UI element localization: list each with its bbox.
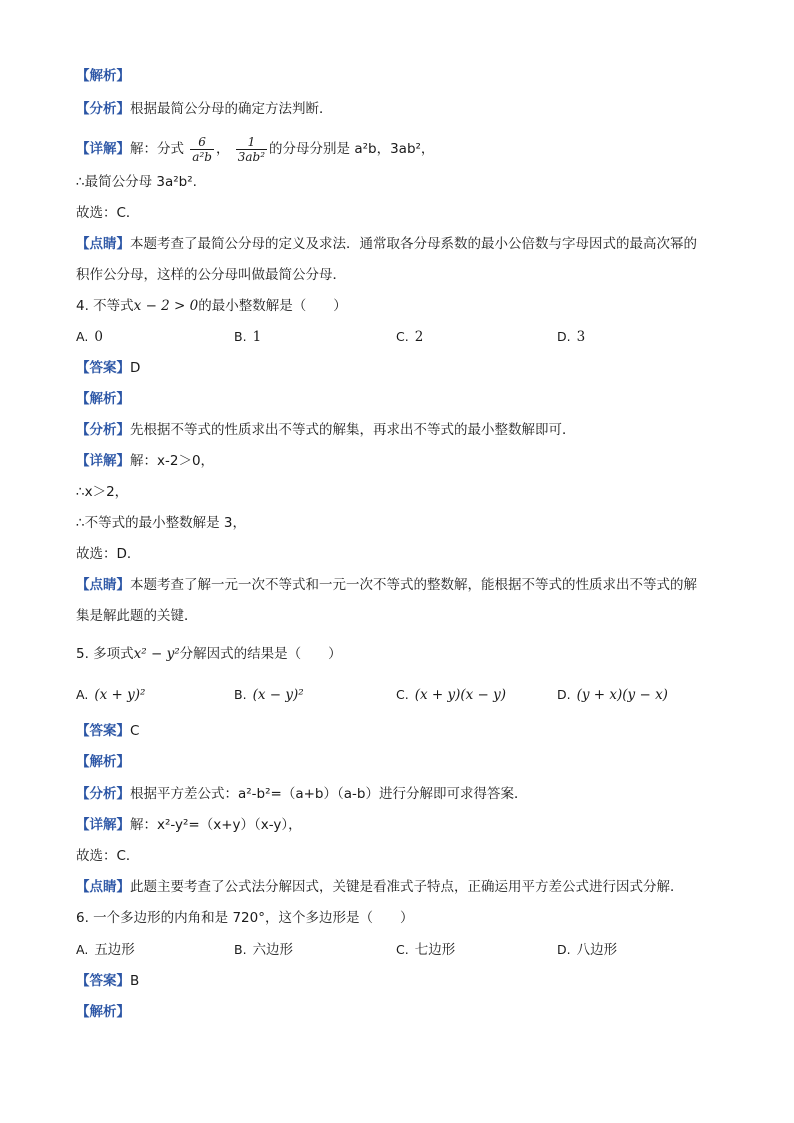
- q5-solution-text: 解：x²-y²=（x+y）（x-y），: [130, 817, 302, 833]
- q4-stem-post: 的最小整数解是（ ）: [198, 298, 347, 314]
- q4-stem-math: x − 2 > 0: [133, 298, 199, 314]
- q6-option-d-text: 八边形: [576, 942, 618, 958]
- q4-stem-pre: 4. 不等式: [76, 298, 134, 314]
- q4-option-c-text: 2: [414, 329, 424, 345]
- q6-jiexi-heading: 【解析】: [76, 1004, 130, 1020]
- q3-comment-line-1: [76, 234, 697, 254]
- q4-option-b-text: 1: [252, 329, 262, 345]
- q5-choice: 故选：C．: [76, 848, 140, 864]
- q6-answer: [76, 971, 139, 991]
- q5-answer-value: C: [130, 723, 140, 739]
- q4-answer-value: D: [130, 360, 141, 376]
- q4-solution-tag: 【详解】: [76, 453, 130, 469]
- q4-option-d[interactable]: [557, 327, 585, 347]
- q4-comment-text-1: 本题考查了解一元一次不等式和一元一次不等式的整数解，能根据不等式的性质求出不等式的解: [130, 577, 697, 593]
- q5-option-c-text: (x + y)(x − y): [414, 687, 507, 703]
- q4-solution: [76, 451, 214, 471]
- q3-solution: 【详解】解：分式 $\frac{6}{\text{a²b}}$ ， $\frac{1}{\text{3ab²}}$ 的分母分别是 a²b，3ab²，: [76, 134, 435, 164]
- q3-jiexi-heading: 【解析】: [76, 68, 130, 84]
- q5-option-a[interactable]: [76, 685, 145, 705]
- q6-option-a-text: 五边形: [94, 942, 135, 958]
- q3-choice: 故选：C．: [76, 205, 140, 221]
- q4-option-a-text: 0: [94, 329, 103, 345]
- q3-comment-line-2: 积作公分母，这样的公分母叫做最简公分母．: [76, 267, 346, 283]
- q5-stem: [76, 644, 342, 664]
- q3-fraction-2: [236, 135, 267, 164]
- q5-option-a-label: A.: [76, 687, 89, 702]
- q5-option-d[interactable]: [557, 685, 668, 705]
- q4-option-b[interactable]: [234, 327, 261, 347]
- q6-option-b[interactable]: [234, 940, 293, 960]
- q3-analysis-tag: 【分析】: [76, 101, 130, 117]
- q4-solution-text: 解：x-2＞0，: [130, 453, 215, 469]
- q4-choice: 故选：D．: [76, 546, 141, 562]
- q5-analysis-text: 根据平方差公式：a²-b²=（a+b）（a-b）进行分解即可求得答案．: [130, 786, 528, 802]
- q3-solution-post: 的分母分别是 a²b，3ab²，: [269, 141, 435, 157]
- q5-answer-tag: 【答案】: [76, 723, 130, 739]
- q4-comment-tag: 【点睛】: [76, 577, 130, 593]
- q3-fraction-2-denominator: 3ab²: [237, 149, 266, 164]
- q3-comment-text-1: 本题考查了最简公分母的定义及求法．通常取各分母系数的最小公倍数与字母因式的最高次幂的: [130, 236, 697, 252]
- q3-fraction-1-denominator: a²b: [192, 149, 212, 164]
- q4-option-d-text: 3: [576, 329, 586, 345]
- q6-answer-tag: 【答案】: [76, 973, 130, 989]
- q5-comment-tag: 【点睛】: [76, 879, 130, 895]
- q3-fraction-2-numerator: 1: [247, 134, 256, 149]
- q6-stem: 6. 一个多边形的内角和是 720°，这个多边形是（ ）: [76, 910, 414, 926]
- q6-answer-value: B: [130, 973, 140, 989]
- q4-step-2: ∴不等式的最小整数解是 3，: [76, 515, 246, 531]
- q5-solution: [76, 815, 302, 835]
- q5-option-d-label: D.: [557, 687, 571, 702]
- q6-option-b-label: B.: [234, 942, 247, 957]
- q5-jiexi-heading: 【解析】: [76, 754, 130, 770]
- q4-options: [76, 327, 716, 347]
- q5-option-c-label: C.: [396, 687, 409, 702]
- q4-option-a-label: A.: [76, 329, 89, 344]
- q4-analysis-text: 先根据不等式的性质求出不等式的解集，再求出不等式的最小整数解即可．: [130, 422, 576, 438]
- q5-option-c[interactable]: [396, 685, 506, 705]
- q4-answer-tag: 【答案】: [76, 360, 130, 376]
- q3-solution-tag: 【详解】: [76, 141, 130, 157]
- q6-option-a[interactable]: [76, 940, 135, 960]
- q6-option-c-label: C.: [396, 942, 409, 957]
- q3-fraction-1-numerator: 6: [198, 134, 206, 149]
- q6-option-c-text: 七边形: [414, 942, 456, 958]
- q4-option-d-label: D.: [557, 329, 571, 344]
- q3-solution-pre: 解：分式: [130, 141, 184, 157]
- q3-therefore: ∴最简公分母 3a²b².: [76, 174, 197, 190]
- q5-stem-pre: 5. 多项式: [76, 646, 134, 662]
- q5-option-b[interactable]: [234, 685, 304, 705]
- q4-option-c[interactable]: [396, 327, 423, 347]
- q5-analysis: [76, 784, 527, 804]
- q5-analysis-tag: 【分析】: [76, 786, 130, 802]
- q4-answer: [76, 358, 140, 378]
- q5-option-b-text: (x − y)²: [252, 687, 304, 703]
- q5-options: [76, 685, 716, 705]
- q4-comment-line-2: 集是解此题的关键．: [76, 608, 198, 624]
- q5-option-d-text: (y + x)(y − x): [576, 687, 668, 703]
- q5-comment: [76, 877, 684, 897]
- q6-options: [76, 940, 716, 960]
- q3-analysis-text: 根据最简公分母的确定方法判断．: [130, 101, 333, 117]
- q5-comment-text: 此题主要考查了公式法分解因式，关键是看准式子特点，正确运用平方差公式进行因式分解．: [130, 879, 684, 895]
- q4-stem: [76, 296, 347, 316]
- q5-option-a-text: (x + y)²: [94, 687, 146, 703]
- q6-option-d-label: D.: [557, 942, 571, 957]
- q6-option-b-text: 六边形: [252, 942, 294, 958]
- q4-analysis-tag: 【分析】: [76, 422, 130, 438]
- q3-fraction-1: [190, 135, 214, 164]
- q4-jiexi-heading: 【解析】: [76, 391, 130, 407]
- q5-stem-post: 分解因式的结果是（ ）: [179, 646, 342, 662]
- q4-option-c-label: C.: [396, 329, 409, 344]
- q3-analysis: [76, 99, 333, 119]
- q5-solution-tag: 【详解】: [76, 817, 130, 833]
- q4-option-b-label: B.: [234, 329, 247, 344]
- q5-stem-math: x² − y²: [133, 646, 180, 662]
- q4-analysis: [76, 420, 576, 440]
- q4-option-a[interactable]: [76, 327, 103, 347]
- q3-comment-tag: 【点睛】: [76, 236, 130, 252]
- q5-answer: [76, 721, 139, 741]
- q4-step-1: ∴x＞2，: [76, 484, 129, 500]
- q5-option-b-label: B.: [234, 687, 247, 702]
- q4-comment-line-1: [76, 575, 697, 595]
- q6-option-d[interactable]: [557, 940, 617, 960]
- q6-option-c[interactable]: [396, 940, 455, 960]
- q6-option-a-label: A.: [76, 942, 89, 957]
